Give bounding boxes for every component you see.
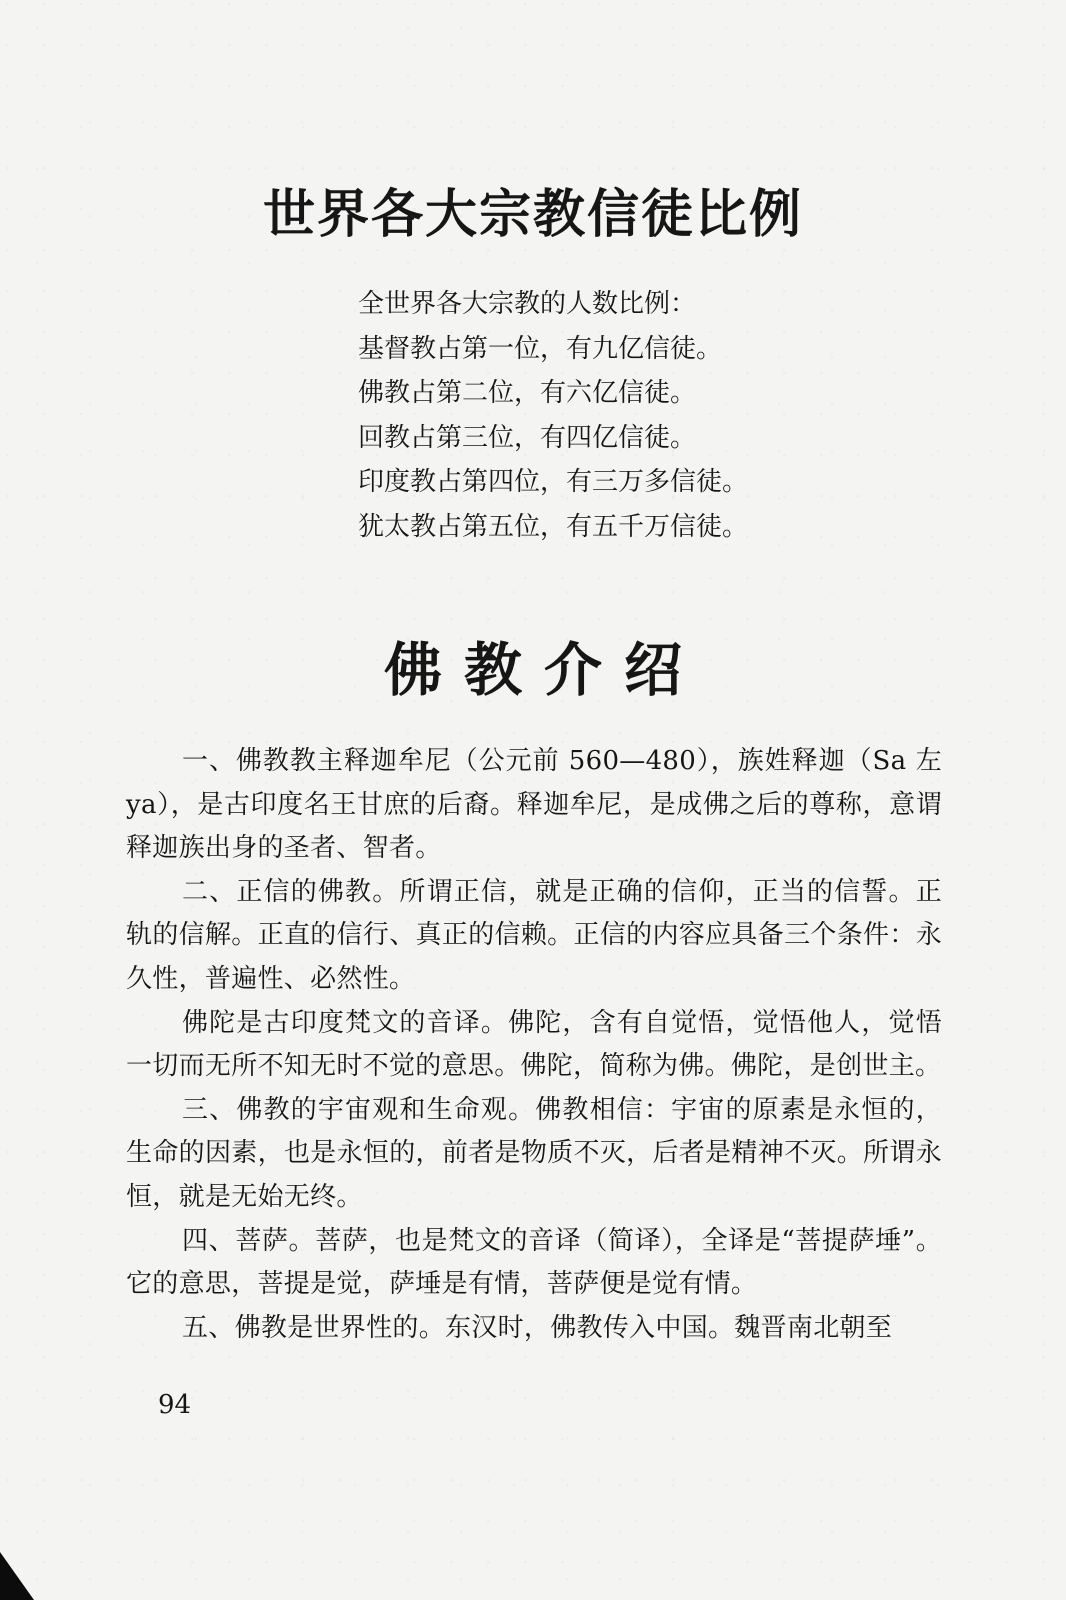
stats-intro-line: 全世界各大宗教的人数比例： (358, 289, 697, 319)
paragraph-3: 佛陀是古印度梵文的音译。佛陀，含有自觉悟，觉悟他人，觉悟一切而无所不知无时不觉的意思。佛陀，简称为佛。佛陀，是创世主。 (126, 1007, 942, 1082)
stats-line-hinduism: 印度教占第四位，有三万多信徒。 (358, 467, 749, 497)
scan-corner-mark (0, 1552, 34, 1600)
religion-stats-list (358, 282, 748, 549)
paragraph-6: 五、佛教是世界性的。东汉时，佛教传入中国。魏晋南北朝至 (182, 1312, 893, 1343)
stats-line-islam: 回教占第三位，有四亿信徒。 (358, 422, 697, 453)
page-title: 世界各大宗教信徒比例 (262, 184, 803, 245)
stats-line-judaism: 犹太教占第五位，有五千万信徒。 (358, 511, 749, 542)
paragraph-5: 四、菩萨。菩萨，也是梵文的音译（简译），全译是“菩提萨埵”。它的意思，菩提是觉，萨埵是有情，菩萨便是觉有情。 (126, 1225, 942, 1300)
paragraph-4: 三、佛教的宇宙观和生命观。佛教相信：宇宙的原素是永恒的，生命的因素，也是永恒的，前者是物质不灭，后者是精神不灭。所谓永恒，就是无始无终。 (126, 1094, 942, 1212)
paragraph-1: 一、佛教教主释迦牟尼（公元前 560—480），族姓释迦（Sa 左ya），是古印度名王甘庶的后裔。释迦牟尼，是成佛之后的尊称，意谓释迦族出身的圣者、智者。 (126, 746, 942, 864)
section-title: 佛教介绍 (383, 636, 704, 704)
stats-line-buddhism: 佛教占第二位，有六亿信徒。 (358, 378, 697, 408)
paragraph-2: 二、正信的佛教。所谓正信，就是正确的信仰，正当的信誓。正轨的信解。正直的信行、真正的信赖。正信的内容应具备三个条件：永久性，普遍性、必然性。 (126, 876, 942, 994)
stats-line-christianity: 基督教占第一位，有九亿信徒。 (358, 333, 723, 364)
page-number: 94 (158, 1390, 192, 1420)
article-body (126, 740, 942, 1350)
